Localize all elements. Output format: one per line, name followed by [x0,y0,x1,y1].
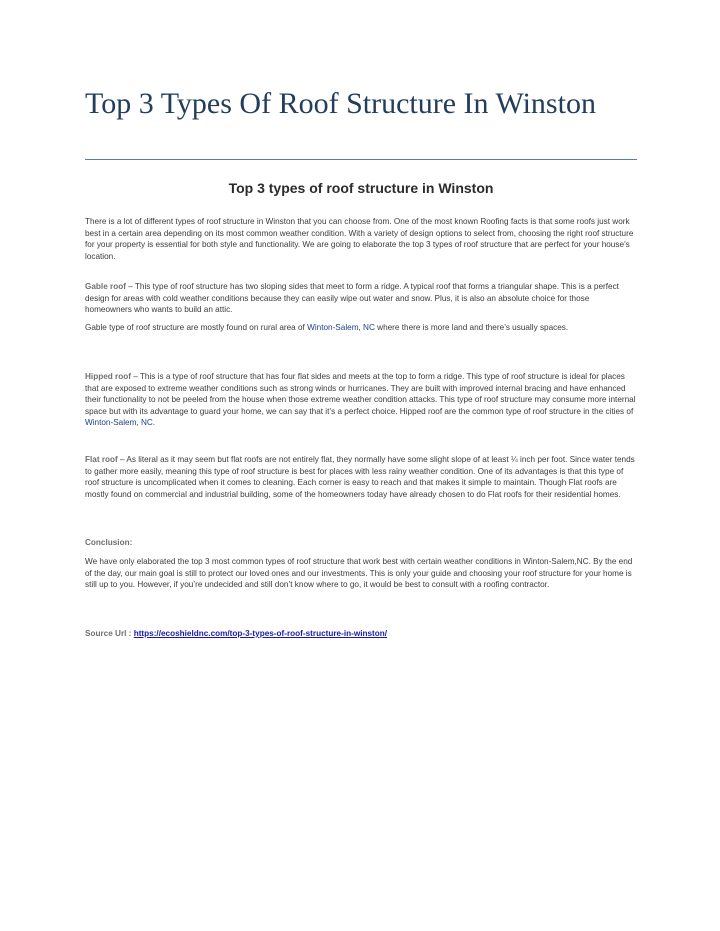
intro-paragraph: There is a lot of different types of roof structure in Winston that you can choose from. One of the most known Roofing facts is that some roofs just work best in a certain area depending on its most common weather condition. With a variety of design options to select from, choosing the right roof structure for your property is essential for both style and functionality. We are going to elaborate the top 3 types of roof structure that are perfect for your house’s location. [85,217,634,261]
source-label: Source Url : [85,629,134,638]
gable-text: – This type of roof structure has two sloping sides that meet to form a ridge. A typical roof that forms a triangular shape. This is a perfect design for areas with cold weather conditions because they can easily wipe out water and snow. Plus, it is also an absolute choice for those homeowners who wants to build an attic. [85,282,619,315]
hipped-paragraph [85,371,637,429]
flat-text: – As literal as it may seem but flat roofs are not entirely flat, they normally have some slight slope of at least ¼ inch per foot. Since water tends to gather more easily, meaning this type of roof structure is best for places with less rainy weather condition. One of its advantages is that this type of roof structure is uncomplicated when it comes to cleaning. Each corner is easy to reach and that makes it simple to maintain. Though Flat roofs are mostly found on commercial and industrial building, some of the homeowners today have already chosen to do Flat roofs for their residential homes. [85,455,635,499]
conclusion-heading [85,537,637,549]
title-divider [85,159,637,160]
flat-paragraph [85,454,637,500]
gable-note-after: where there is more land and there’s usually spaces. [374,323,569,332]
gable-note-before: Gable type of roof structure are mostly found on rural area of [85,323,308,332]
hipped-term: Hipped roof [85,372,131,381]
conclusion-heading-text: Conclusion: [85,538,133,547]
gable-paragraph [85,281,637,316]
hipped-end: . [152,418,156,428]
gable-term: Gable roof [85,282,126,291]
subtitle: Top 3 types of roof structure in Winston [228,180,494,196]
source-url-link[interactable]: https://ecoshieldnc.com/top-3-types-of-roof-structure-in-winston/ [133,629,388,638]
flat-term: Flat roof [85,455,118,464]
conclusion-paragraph: We have only elaborated the top 3 most common types of roof structure that work best with certain weather conditions in Winton-Salem,NC. By the end of the day, our main goal is still to protect our loved ones and our investments. This is only your guide and choosing your roof structure for your home is still up to you. However, if you’re undecided and still don’t know where to go, it would be best to consult with a roofing contractor. [85,557,633,590]
hipped-text: – This is a type of roof structure that has four flat sides and meets at the top to form a ridge. This type of roof structure is ideal for places that are exposed to extreme weather conditions such as strong winds or hurricanes. They are built with improved internal bracing and have enhanced their functionality to not be peeled from the house when those extreme weather condition attacks. This type of roof structure may consume more internal space but with its advantage to guard your home, we can say that it’s a perfect choice. Hipped roof are the common type of roof structure in the cities of [85,372,636,416]
gable-location-link[interactable]: Winton-Salem, NC [307,323,375,332]
source-line [85,628,637,640]
gable-note-paragraph [85,322,637,334]
hipped-location-link[interactable]: Winton-Salem, NC [85,418,153,428]
page-title: Top 3 Types Of Roof Structure In Winston [85,87,596,120]
